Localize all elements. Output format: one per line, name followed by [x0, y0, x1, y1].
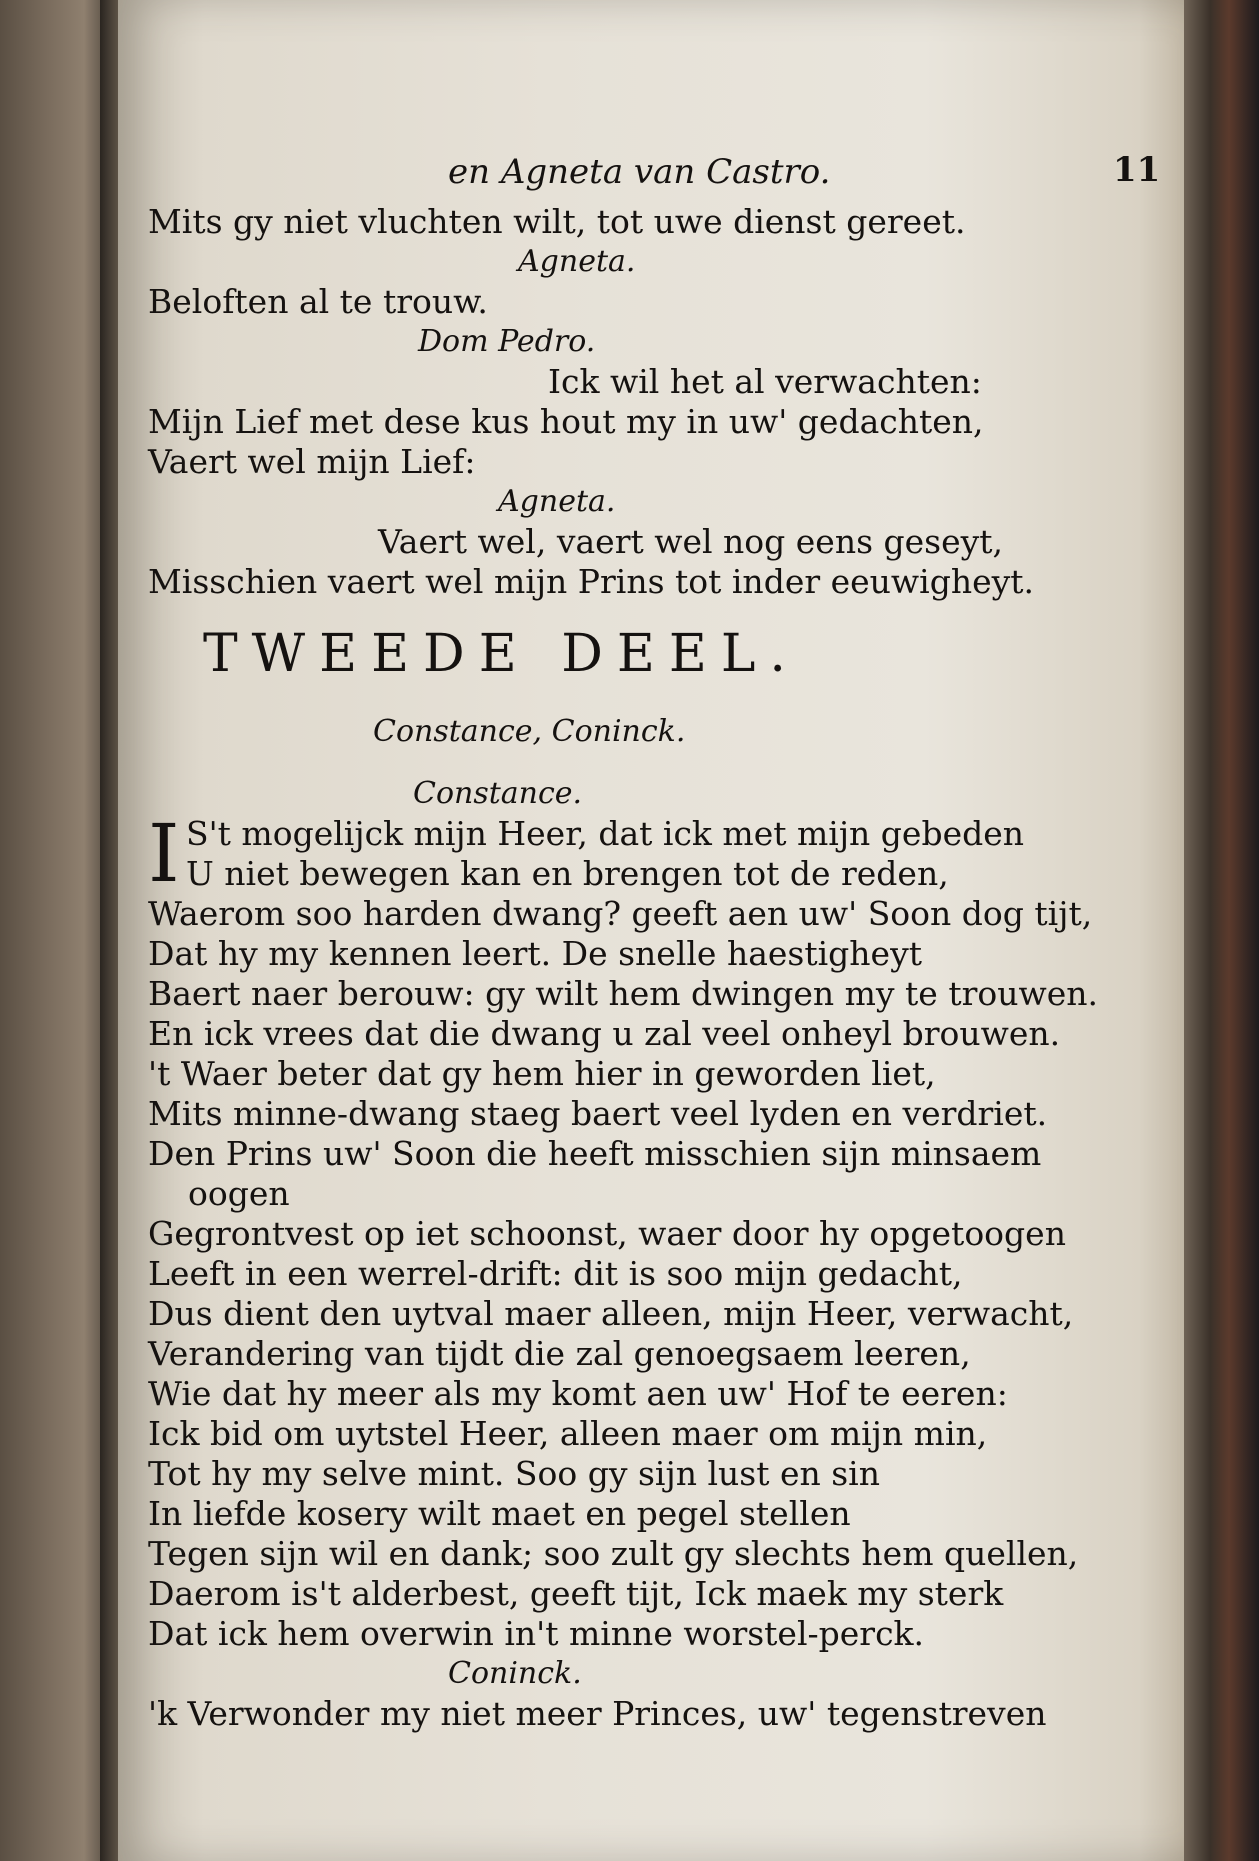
verse-line: Leeft in een werrel-drift: dit is soo mijn gedacht, [148, 1254, 963, 1293]
verse-line: Misschien vaert wel mijn Prins tot inder eeuwigheyt. [148, 562, 1035, 601]
speaker-label: Agneta. [518, 244, 636, 279]
page-number: 11 [1113, 150, 1161, 190]
verse-line: Baert naer berouw: gy wilt hem dwingen my te trouwen. [148, 974, 1098, 1013]
verse-line: Gegrontvest op iet schoonst, waer door hy opgetoogen [148, 1214, 1066, 1253]
verse-line: Verandering van tijdt die zal genoegsaem leeren, [148, 1334, 971, 1373]
verse-line: S't mogelijck mijn Heer, dat ick met mijn gebeden [186, 814, 1025, 853]
verse-line: In liefde kosery wilt maet en pegel stellen [148, 1494, 851, 1533]
speaker-label: Constance. [413, 776, 583, 811]
verse-line: Tegen sijn wil en dank; soo zult gy slechts hem quellen, [148, 1534, 1079, 1573]
verse-line: Den Prins uw' Soon die heeft misschien sijn minsaem [148, 1134, 1042, 1173]
verse-line: Vaert wel, vaert wel nog eens geseyt, [378, 522, 1004, 561]
verse-line: Tot hy my selve mint. Soo gy sijn lust en sin [148, 1454, 880, 1493]
verse-line: U niet bewegen kan en brengen tot de reden, [186, 854, 949, 893]
verse-line: Waerom soo harden dwang? geeft aen uw' Soon dog tijt, [148, 894, 1093, 933]
speaker-label: Coninck. [448, 1656, 582, 1691]
cast-list: Constance, Coninck. [373, 714, 686, 749]
verse-line: Vaert wel mijn Lief: [148, 442, 476, 481]
verse-line-continuation: oogen [188, 1174, 290, 1213]
verse-line: Dus dient den uytval maer alleen, mijn Heer, verwacht, [148, 1294, 1074, 1333]
section-heading: TWEEDE DEEL. [203, 624, 800, 684]
verse-line: Mits gy niet vluchten wilt, tot uwe dienst gereet. [148, 202, 966, 241]
verse-line: Dat ick hem overwin in't minne worstel-perck. [148, 1614, 925, 1653]
drop-cap: I [148, 807, 180, 900]
verse-line: 'k Verwonder my niet meer Princes, uw' tegenstreven [148, 1694, 1047, 1733]
book-page [118, 0, 1193, 1861]
speaker-label: Dom Pedro. [418, 324, 596, 359]
verse-line: Ick bid om uytstel Heer, alleen maer om mijn min, [148, 1414, 988, 1453]
running-head-title: en Agneta van Castro. [448, 152, 831, 192]
verse-line: Mits minne-dwang staeg baert veel lyden en verdriet. [148, 1094, 1048, 1133]
verse-line: 't Waer beter dat gy hem hier in geworden liet, [148, 1054, 936, 1093]
running-head [148, 150, 1161, 202]
verse-line: Dat hy my kennen leert. De snelle haestigheyt [148, 934, 922, 973]
verse-line: Mijn Lief met dese kus hout my in uw' gedachten, [148, 402, 984, 441]
speech-opening [148, 807, 1128, 900]
page-edge-right [1184, 0, 1259, 1861]
speaker-label: Agneta. [498, 484, 616, 519]
verse-line: Ick wil het al verwachten: [548, 362, 982, 401]
verse-line: Wie dat hy meer als my komt aen uw' Hof te eeren: [148, 1374, 1008, 1413]
spacer [148, 752, 1128, 774]
verse-line: En ick vrees dat die dwang u zal veel onheyl brouwen. [148, 1014, 1061, 1053]
page-text [148, 150, 1161, 1734]
verse-line: Beloften al te trouw. [148, 282, 488, 321]
verse-line: Daerom is't alderbest, geeft tijt, Ick maek my sterk [148, 1574, 1004, 1613]
